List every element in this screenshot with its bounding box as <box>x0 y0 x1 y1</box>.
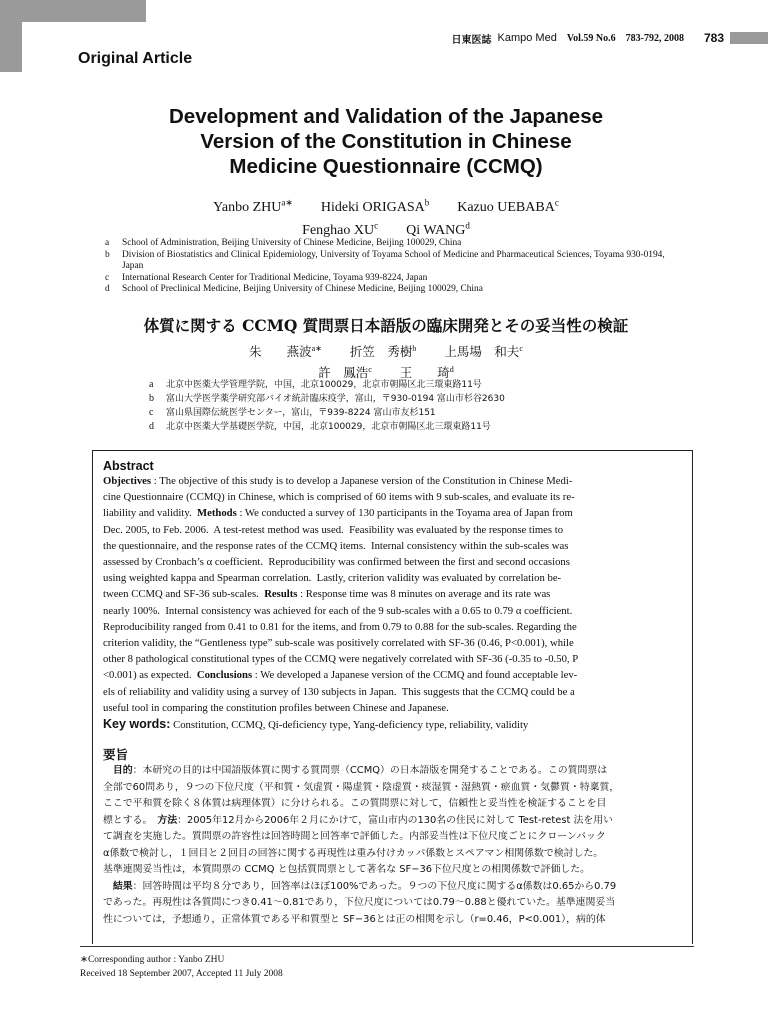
affiliation-text: School of Preclinical Medicine, Beijing University of Chinese Medicine, Beijing 100029, China <box>122 284 483 294</box>
author-name: 許 鳳浩$^c$ <box>318 365 372 381</box>
text-line: tween CCMQ and SF-36 sub-scales. Results : Response time was 8 minutes on average and its rate was <box>103 588 551 601</box>
abstract-text <box>103 473 682 716</box>
affiliation-marker: c <box>554 197 559 207</box>
author-name: 朱 燕波$^{a∗}$ <box>249 344 322 360</box>
text-line: nearly 100%. Internal consistency was achieved for each of the 9 sub-scales with a 0.65 to 0.79 α coefficient. <box>103 604 573 617</box>
text-line: els of reliability and validity using a survey of 130 subjects in Japan. This suggests that the CCMQ could be a <box>103 685 575 698</box>
jp-summary-text <box>103 763 682 928</box>
text-line: criterion validity, the “Gentleness type” sub-scale was positively correlated with SF-36 (0.46, P<0.001), while <box>103 637 574 650</box>
text-line: Reproducibility ranged from 0.41 to 0.81 for the items, and from 0.79 to 0.88 for the sub-scales. Regarding the <box>103 620 577 633</box>
text-line: α係数で検討し，１回目と２回目の回答に関する再現性は重み付けカッパ係数とスペアマン相関係数で検討した。 <box>103 847 604 859</box>
footnotes <box>80 953 283 981</box>
affiliation-item <box>149 406 679 420</box>
text-line: useful tool in comparing the constitution profiles between Chinese and Japanese. <box>103 701 449 714</box>
author-name: Qi WANG$^d$ <box>406 220 470 239</box>
affiliation-item <box>149 378 679 392</box>
affiliation-text: 富山県国際伝統医学センター，富山，〒939-8224 富山市友杉151 <box>166 408 436 418</box>
article-type: Original Article <box>78 50 193 67</box>
text-line: <0.001) as expected. Conclusions : We developed a Japanese version of the CCMQ and found acceptable lev- <box>103 669 578 682</box>
affiliations-en <box>105 238 675 296</box>
abstract-heading: Abstract <box>103 459 154 473</box>
affiliation-key: a <box>149 379 154 390</box>
affiliation-item <box>105 273 675 285</box>
affiliation-marker: b <box>412 344 417 353</box>
abstract-box <box>92 450 693 944</box>
text-line: assessed by Cronbach’s α coefficient. Reproducibility was confirmed between the first and second occasions <box>103 556 570 569</box>
author-line <box>80 340 692 361</box>
affiliation-text: 北京中医薬大学管理学院，中国，北京100029，北京市朝陽区北三環東路11号 <box>166 380 482 390</box>
text-line: cine Questionnaire (CCMQ) in Chinese, which is comprised of 60 items with 9 sub-scales, and evaluate its re- <box>103 491 575 504</box>
affiliation-item <box>105 238 675 250</box>
affiliation-text: 富山大学医学薬学研究部バイオ統計臨床疫学，富山，〒930-0194 富山市杉谷2630 <box>166 394 505 404</box>
affiliation-key: a <box>105 238 110 248</box>
paper-title <box>80 104 692 179</box>
received-dates: Received 18 September 2007, Accepted 11 July 2008 <box>80 969 283 979</box>
text-line: the questionnaire, and the response rates of the CCMQ items. Internal consistency within the sub-scales was <box>103 539 569 552</box>
affiliation-key: c <box>105 272 110 283</box>
text-line: 結果：回答時間は平均８分であり，回答率はほぼ100%であった。９つの下位尺度に関するα係数は0.65から0.79 <box>112 880 617 892</box>
author-line <box>80 217 692 241</box>
page-number: 783 <box>703 31 724 45</box>
text-line: 性については，予想通り，正常体質である平和質型と SF−36とは正の相関を示し（r=0.46，P<0.001），病的体 <box>103 913 606 925</box>
affiliation-marker: a∗ <box>281 197 293 207</box>
affiliation-item <box>105 284 675 296</box>
keywords-text: Constitution, CCMQ, Qi-deficiency type, Yang-deficiency type, reliability, validity <box>173 719 529 732</box>
volume-info: Vol.59 No.6 <box>566 32 616 44</box>
author-name: Kazuo UEBABA$^c$ <box>457 197 559 215</box>
affiliation-key: d <box>105 284 110 294</box>
affiliation-marker: b <box>424 197 430 207</box>
page-decoration-bar <box>730 32 768 44</box>
author-line <box>80 193 692 217</box>
text-line: ここで平和質を除く８体質は病理体質）に分けられる。この質問票に対して，信頼性と妥当性を検証することを目 <box>103 798 607 810</box>
keywords <box>103 716 682 733</box>
jp-summary-heading: 要旨 <box>103 747 129 763</box>
text-line: Objectives : The objective of this study is to develop a Japanese version of the Constitution in Chinese Medi- <box>103 475 573 487</box>
title-line: Medicine Questionnaire (CCMQ) <box>229 155 543 178</box>
running-header <box>452 31 768 45</box>
text-line: using weighted kappa and Spearman correlation. Lastly, criterion validity was evaluated by correlation be- <box>103 572 562 585</box>
text-line: liability and validity. Methods : We conducted a survey of 130 participants in the Toyama area of Japan from <box>103 507 573 520</box>
text-line: other 8 pathological constitutional types of the CCMQ were negatively correlated with SF-36 (-0.35 to -0.50, P <box>103 653 579 666</box>
text-line: 目的：本研究の目的は中国語版体質に関する質問票（CCMQ）の日本語版を開発することである。この質問票は <box>112 765 608 777</box>
page-range: 783-792, 2008 <box>625 32 684 44</box>
affiliations-jp <box>149 378 679 434</box>
text-line: 標とする。 方法：2005年12月から2006年２月にかけて，富山市内の130名の住民に対して Test-retest 法を用い <box>103 814 613 826</box>
text-line: 全部で60問あり，９つの下位尺度（平和質・気虚質・陽虚質・陰虚質・痰湿質・湿熱質・瘀血質・気鬱質・特稟質， <box>103 781 620 793</box>
title-line: Development and Validation of the Japanese <box>168 105 604 128</box>
affiliation-item <box>149 420 679 434</box>
author-name: Hideki ORIGASA$^b$ <box>320 197 430 215</box>
keywords-label: Key words: <box>103 717 171 732</box>
footnote-divider <box>80 946 694 947</box>
text-line: Dec. 2005, to Feb. 2006. A test-retest method was used. Feasibility was evaluated by the response times to <box>103 523 564 536</box>
author-name: 上馬場 和夫$^c$ <box>444 344 523 360</box>
affiliation-key: c <box>149 407 154 418</box>
affiliation-marker: d <box>465 220 470 231</box>
affiliation-key: b <box>105 249 110 260</box>
author-list-jp <box>80 340 692 382</box>
text-line: であった。再現性は各質問につき0.41〜0.81であり，下位尺度については0.79〜0.88と優れていた。基準連関妥当 <box>103 897 616 909</box>
text-line: て調査を実施した。質問票の許容性は回答時間と回答率で評価した。内部妥当性は下位尺度ごとにクローンバック <box>103 831 606 843</box>
affiliation-item <box>105 250 675 273</box>
affiliation-text: 北京中医薬大学基礎医学院，中国，北京100029，北京市朝陽区北三環東路11号 <box>166 422 491 432</box>
affiliation-marker: d <box>449 365 454 375</box>
affiliation-key: b <box>149 393 154 404</box>
author-name: 王 琦$^d$ <box>399 365 454 381</box>
affiliation-key: d <box>149 421 154 432</box>
affiliation-text: Division of Biostatistics and Clinical Epidemiology, University of Toyama School of Medicine and Pharmaceutical Sciences, Toyama 930-0194, Japan <box>122 249 665 271</box>
author-name: 折笠 秀樹$^b$ <box>349 344 417 360</box>
affiliation-item <box>149 392 679 406</box>
affiliation-marker: c <box>374 220 379 231</box>
side-decoration-bar <box>0 0 22 72</box>
paper-title-jp: 体質に関する CCMQ 質問票日本語版の臨床開発とその妥当性の検証 <box>143 316 629 335</box>
affiliation-text: International Research Center for Traditional Medicine, Toyama 939-8224, Japan <box>122 272 428 283</box>
journal-name: Kampo Med <box>497 32 557 44</box>
author-name: Fenghao $XU^c$ <box>302 220 379 239</box>
affiliation-marker: a∗ <box>311 344 322 353</box>
journal-name-jp: 日東医誌 <box>451 34 492 46</box>
title-line: Version of the Constitution in Chinese <box>200 130 572 153</box>
text-line: 基準連関妥当性は，本質問票の CCMQ と包括質問票として著名な SF−36下位尺度との相関係数で評価した。 <box>103 864 591 876</box>
author-list-en <box>80 193 692 240</box>
affiliation-marker: c <box>368 365 372 375</box>
affiliation-marker: c <box>519 344 523 353</box>
corresponding-author: ∗Corresponding author : Yanbo ZHU <box>80 955 225 965</box>
author-name: Yanbo $ZHU^{a∗}$ <box>213 197 293 215</box>
affiliation-text: School of Administration, Beijing University of Chinese Medicine, Beijing 100029, China <box>122 238 462 248</box>
